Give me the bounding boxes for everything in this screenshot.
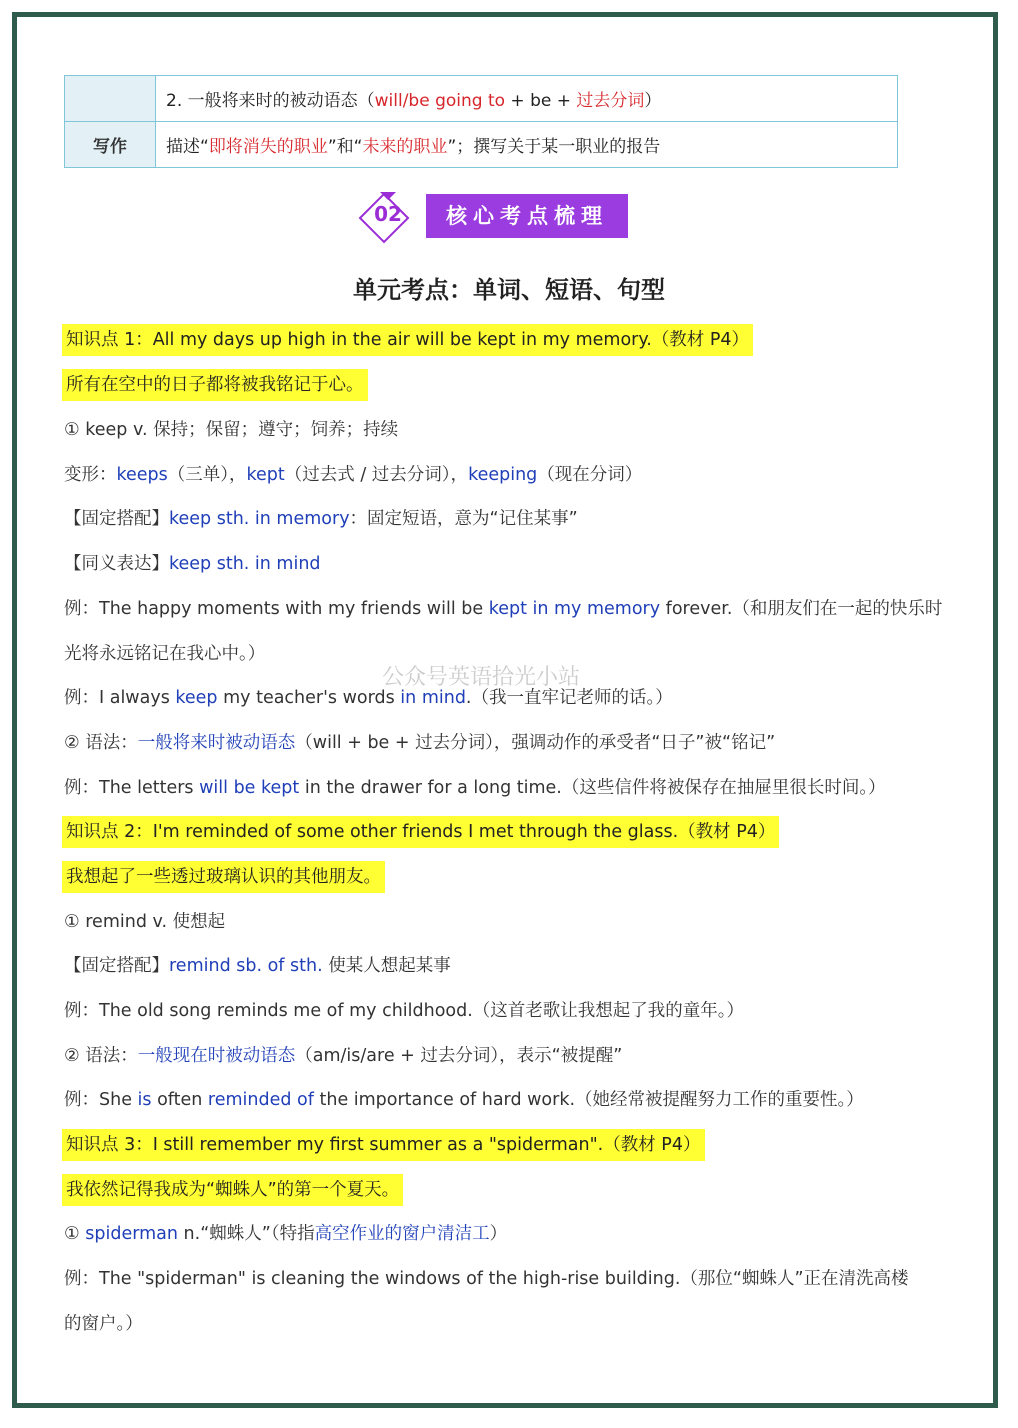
list-item: 【固定搭配】keep sth. in memory：固定短语，意为“记住某事” <box>64 509 578 529</box>
table-label: 写作 <box>65 122 156 168</box>
list-item: ① keep v. 保持；保留；遵守；饲养；持续 <box>64 420 399 440</box>
list-item: 变形：keeps（三单），kept（过去式 / 过去分词），keeping（现在分词） <box>64 465 643 485</box>
list-item: 的窗户。） <box>64 1314 143 1334</box>
list-item: 例：The "spiderman" is cleaning the windows of the high-rise building.（那位“蜘蛛人”正在清洗高楼 <box>64 1269 909 1289</box>
knowledge-point-3-translation: 我依然记得我成为“蜘蛛人”的第一个夏天。 <box>64 1176 403 1201</box>
watermark: 公众号英语拾光小站 <box>382 665 581 690</box>
knowledge-point-1-translation: 所有在空中的日子都将被我铭记于心。 <box>64 371 368 396</box>
table-cell: 描述“即将消失的职业”和“未来的职业”；撰写关于某一职业的报告 <box>156 122 898 168</box>
list-item: 【同义表达】keep sth. in mind <box>64 554 321 574</box>
list-item: ① spiderman n.“蜘蛛人”（特指高空作业的窗户清洁工） <box>64 1224 508 1244</box>
list-item: ② 语法：一般现在时被动语态（am/is/are + 过去分词），表示“被提醒” <box>64 1046 623 1066</box>
list-item: 例：The letters will be kept in the drawer for a long time.（这些信件将被保存在抽屉里很长时间。） <box>64 778 886 798</box>
list-item: ② 语法：一般将来时被动语态（will + be + 过去分词），强调动作的承受者“日子”被“铭记” <box>64 733 776 753</box>
table-label <box>65 76 156 122</box>
knowledge-point-3: 知识点 3：I still remember my first summer as a "spiderman".（教材 P4） <box>64 1131 705 1156</box>
list-item: 【固定搭配】remind sb. of sth. 使某人想起某事 <box>64 956 451 976</box>
list-item: 例：I always keep my teacher's words in mind.（我一直牢记老师的话。） <box>64 688 673 708</box>
list-item: 例：She is often reminded of the importance of hard work.（她经常被提醒努力工作的重要性。） <box>64 1090 864 1110</box>
page-title: 单元考点：单词、短语、句型 <box>353 276 665 304</box>
knowledge-point-2-translation: 我想起了一些透过玻璃认识的其他朋友。 <box>64 863 385 888</box>
section-heading: 核心考点梳理 <box>426 194 628 238</box>
list-item: 光将永远铭记在我心中。） <box>64 644 266 664</box>
list-item: 例：The happy moments with my friends will be kept in my memory forever.（和朋友们在一起的快乐时 <box>64 599 943 619</box>
list-item: 例：The old song reminds me of my childhood.（这首老歌让我想起了我的童年。） <box>64 1001 745 1021</box>
knowledge-point-2: 知识点 2：I'm reminded of some other friends I met through the glass.（教材 P4） <box>64 818 779 843</box>
list-item: ① remind v. 使想起 <box>64 912 226 932</box>
table-row <box>65 122 898 168</box>
section-number: 02 <box>374 202 402 226</box>
knowledge-point-1: 知识点 1：All my days up high in the air will be kept in my memory.（教材 P4） <box>64 326 753 351</box>
table-row <box>65 76 898 122</box>
unit-table <box>64 75 898 168</box>
table-cell: 2. 一般将来时的被动语态（will/be going to + be + 过去分词） <box>156 76 898 122</box>
